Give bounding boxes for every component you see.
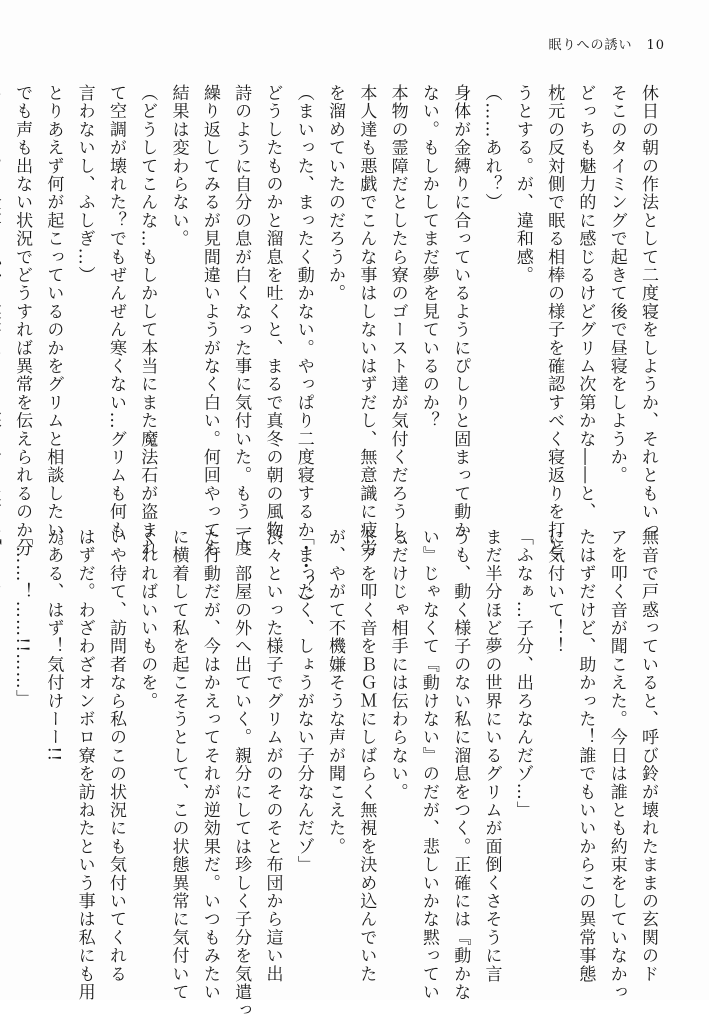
text-line: （……あれ？） [481,84,502,212]
text-line: うとする。が、違和感。 [512,84,533,285]
text-line: まだ半分ほど夢の世界にいるグリムが面倒くさそうに言 [481,528,502,983]
text-line: （まいった、まったく動かない。やっぱり二度寝するか・・？） [293,84,314,612]
text-line: 詩のように自分の息が白くなった事に気付いた。もう一度 [231,84,252,558]
text-line: 本物の霊障だとしたら寮のゴースト達が気付くだろうし、 [387,84,408,558]
text-line: でも声も出ない状況でどうすれば異常を伝えられるのか分 [12,84,33,558]
text-line: がある、はず！気付けーー!! [43,528,64,763]
text-line: るだけじゃ相手には伝わらない。 [387,528,408,801]
text-line: 身体が金縛りに合っているようにぴしりと固まって動か [450,84,471,539]
running-header [548,34,665,53]
text-line: たはずだけど、助かった！誰でもいいからこの異常事態 [575,528,596,983]
text-line: くれればいいものを。 [137,528,158,710]
chapter-title: 眠りへの誘い [548,38,633,53]
text-line: ドアを叩く音をＢＧＭにしばらく無視を決め込んでいた [356,528,377,983]
text-line: 休日の朝の作法として二度寝をしようか、それともいっ [638,84,658,539]
text-line: アを叩く音が聞こえた。今日は誰とも約束をしていなかっ [606,528,627,1002]
text-line: い』じゃなくて『動けない』のだが、悲しいかな黙ってい [418,528,439,1002]
text-line: とりあえず何が起こっているのかをグリムと相談したい。 [43,84,64,558]
text-line: に横着して私を起こそうとして、この状態異常に気付いて [168,528,189,1002]
text-line: た行動だが、今はかえってそれが逆効果だ。いつもみたい [199,528,220,1002]
text-line: 「まったく、しょうがない子分なんだゾ」 [293,528,314,874]
text-line: 「ふなぁ…子分、出ろなんだゾ…」 [512,528,533,820]
lower-text-block [12,528,663,1019]
text-line: を溜めていたのだろうか。 [325,84,346,303]
text-line: どうしたものかと溜息を吐くと、まるで真冬の朝の風物 [262,84,283,539]
text-line: 繰り返してみるが見間違いようがなく白い。何回やっても [199,84,220,558]
text-line [0,84,6,476]
text-line: はずだ。わざわざオンボロ寮を訪ねたという事は私にも用 [74,528,95,1002]
text-line: 「……！……!!……」 [12,528,33,708]
text-line: どっちも魅力的に感じるけどグリム次第かな――と、 [575,84,596,521]
text-line: 本人達も悪戯でこんな事はしないはずだし、無意識に疲労 [356,84,377,558]
text-line: 言わないし、ふしぎ…） [74,84,95,285]
text-line: そこのタイミングで起きて後で昼寝をしようか。 [606,84,627,485]
text-line: 無音で戸惑っていると、呼び鈴が壊れたままの玄関のド [638,528,658,983]
text-line: いや待て、訪問者なら私のこの状況にも気付いてくれる [105,528,126,983]
text-line: に気付いて！！ [544,528,565,656]
text-line [0,528,6,920]
text-line: が、やがて不機嫌そうな声が聞こえた。 [325,528,346,856]
text-line: （どうしてこんな…もしかして本当にまた魔法石が盗まれ [137,84,158,558]
text-line: 結果は変わらない。 [168,84,189,248]
text-line: 枕元の反対側で眠る相棒の様子を確認すべく寝返りを打と [544,84,565,558]
page-number: 10 [646,38,665,53]
text-line: うも、動く様子のない私に溜息をつく。正確には『動かな [450,528,471,1002]
text-line: て空調が壊れた？でもぜんぜん寒くない…グリムも何も [105,84,126,539]
text-line: 渋々といった様子でグリムがのそのそと布団から這い出 [262,528,283,983]
text-line: て、部屋の外へ出ていく。親分にしては珍しく子分を気遣っ [231,528,252,1019]
text-line: ない。もしかしてまだ夢を見ているのか？ [418,84,439,430]
